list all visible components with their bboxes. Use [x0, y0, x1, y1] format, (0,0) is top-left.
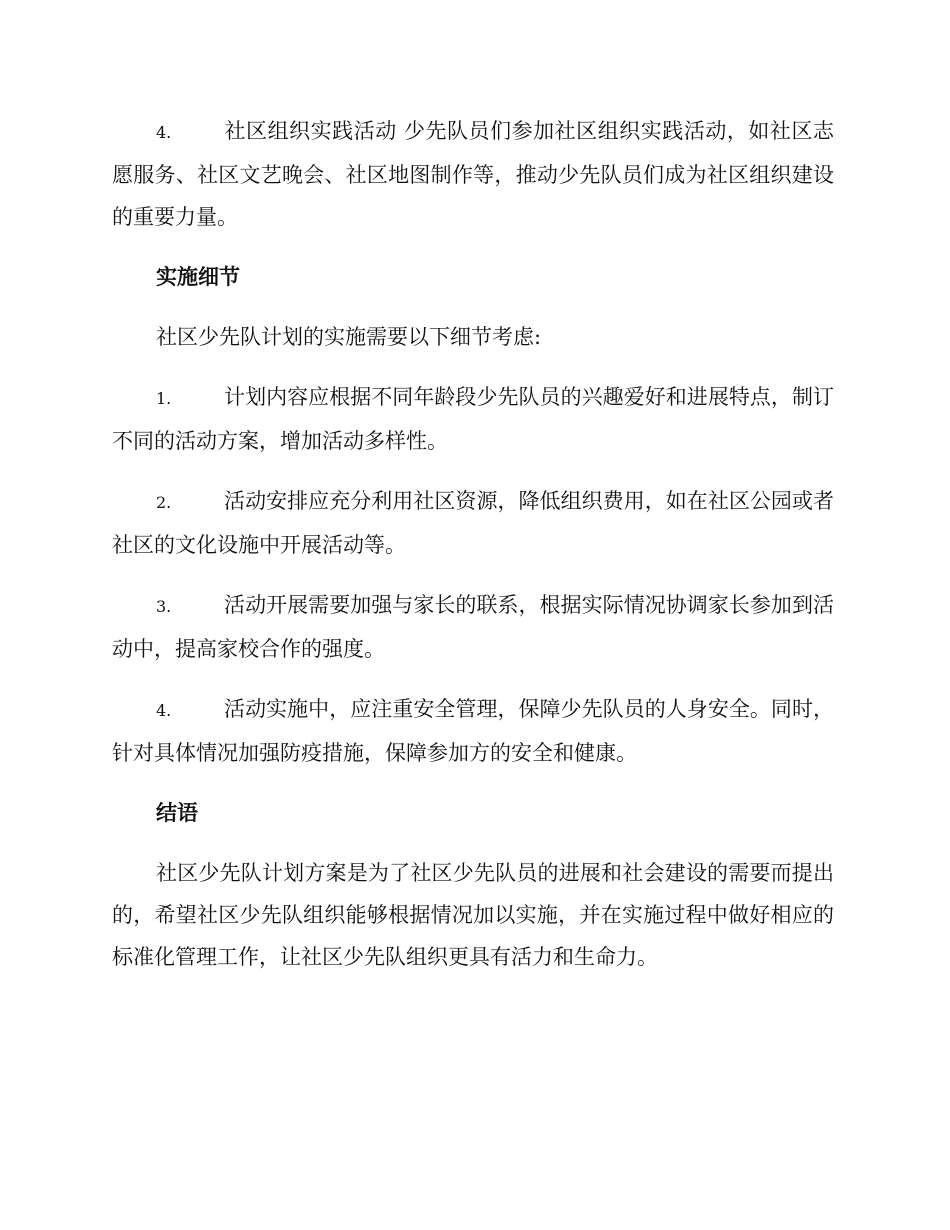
conclusion-paragraph: 社区少先队计划方案是为了社区少先队员的进展和社会建设的需要而提出的，希望社区少先队组织能够根据情况加以实施，并在实施过程中做好相应的标准化管理工作，让社区少先队组织更具有活力和生命力。: [112, 861, 834, 969]
list-item-text: 活动开展需要加强与家长的联系，根据实际情况协调家长参加到活动中，提高家校合作的强度。: [112, 593, 834, 661]
list-item-number: 3.: [156, 597, 172, 616]
list-item-number: 1.: [156, 389, 172, 408]
implementation-intro: 社区少先队计划的实施需要以下细节考虑:: [156, 325, 542, 349]
list-item-text: 活动安排应充分利用社区资源，降低组织费用，如在社区公园或者社区的文化设施中开展活动等。: [112, 489, 834, 557]
list-item: [112, 110, 834, 238]
list-item-text: 社区组织实践活动 少先队员们参加社区组织实践活动，如社区志愿服务、社区文艺晚会、社区地图制作等，推动少先队员们成为社区组织建设的重要力量。: [112, 119, 834, 229]
list-item-text: 活动实施中，应注重安全管理，保障少先队员的人身安全。同时，针对具体情况加强防疫措施，保障参加方的安全和健康。: [112, 697, 834, 765]
list-item-text: 计划内容应根据不同年龄段少先队员的兴趣爱好和进展特点，制订不同的活动方案，增加活动多样性。: [112, 385, 834, 453]
section-heading-conclusion: 结语: [156, 800, 198, 825]
list-item-number: 4.: [156, 701, 172, 720]
list-item-number: 2.: [156, 493, 172, 512]
section-heading-implementation: 实施细节: [156, 264, 240, 289]
list-item: [112, 584, 834, 670]
list-item: [112, 376, 834, 462]
document-body: [112, 110, 834, 996]
list-item-number: 4.: [156, 123, 172, 142]
list-item: [112, 480, 834, 566]
list-item: [112, 688, 834, 774]
